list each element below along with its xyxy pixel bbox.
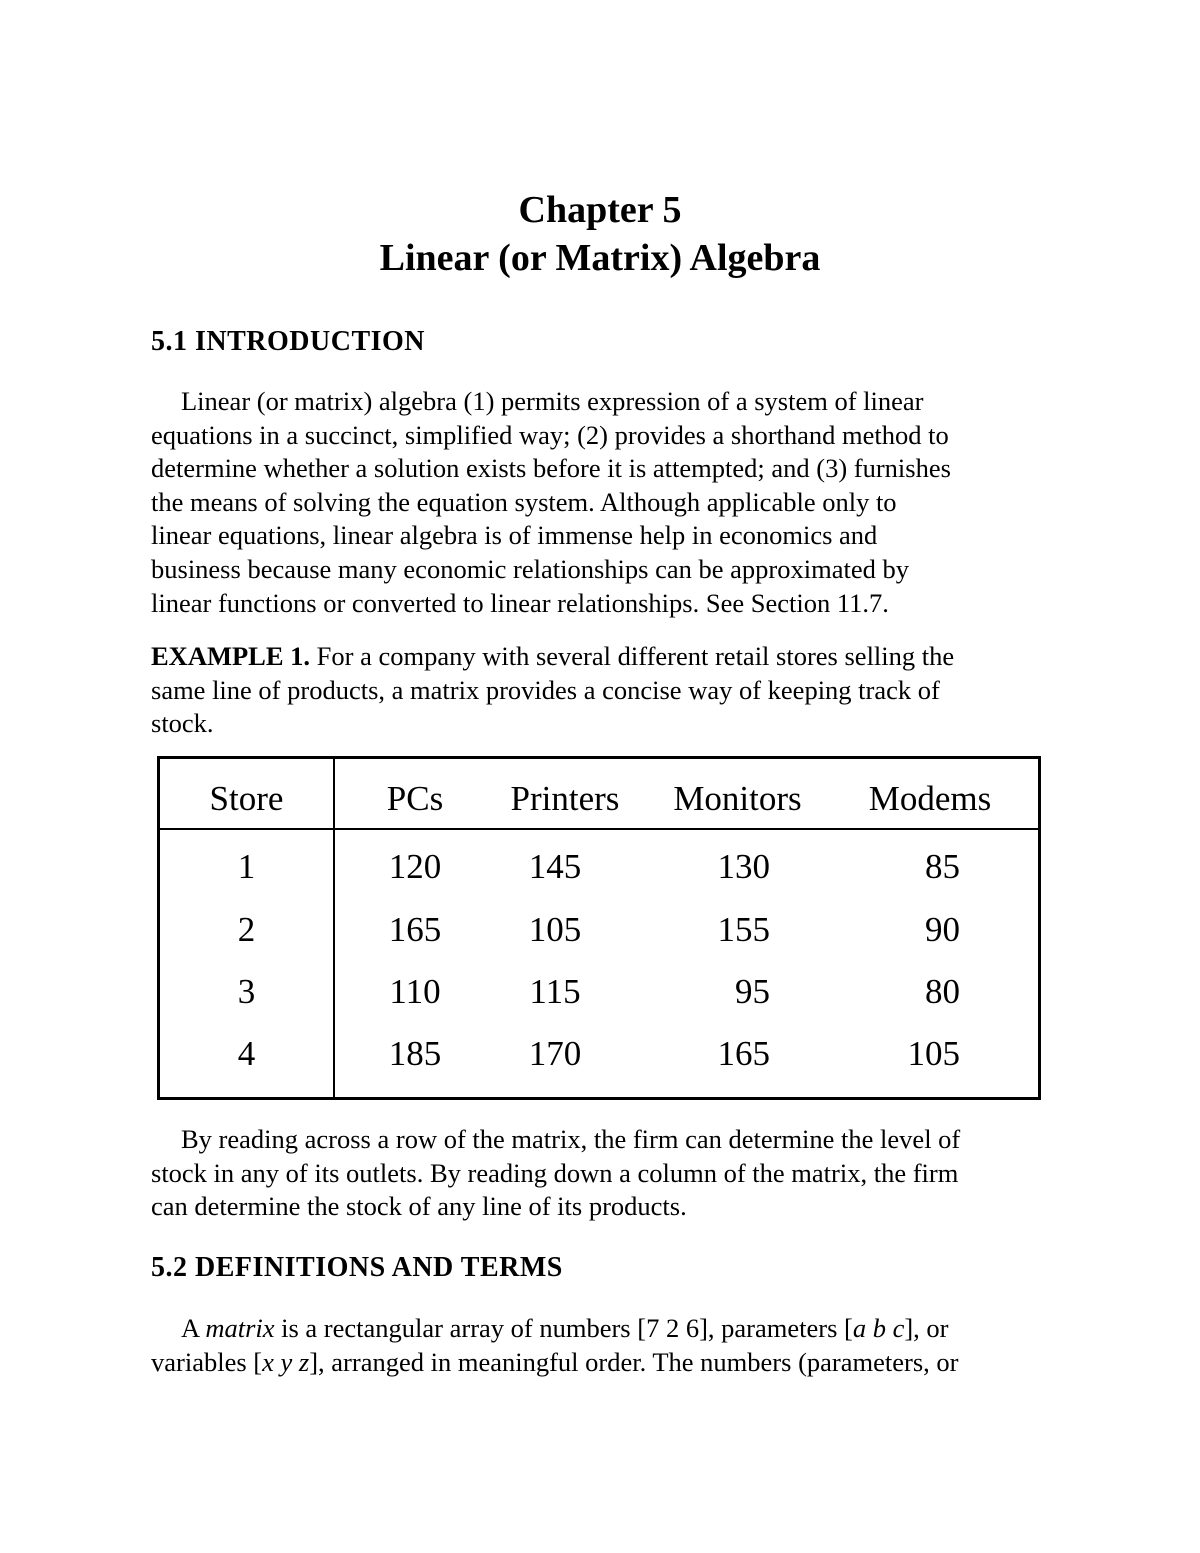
variables-example: x y z [262,1346,310,1377]
table-cell-modems: 105 [907,1034,960,1073]
paragraph-line: By reading across a row of the matrix, the firm can determine the level of [181,1124,961,1154]
table-cell-monitors: 155 [717,910,770,949]
table-cell-printers: 170 [528,1034,582,1073]
paragraph-line: stock in any of its outlets. By reading down a column of the matrix, the firm [151,1157,959,1188]
section-heading-introduction: 5.1 INTRODUCTION [151,326,426,357]
paragraph-line [151,1346,1051,1380]
table-cell-pcs: 110 [389,972,441,1011]
paragraph-line: stock. [151,708,214,739]
paragraph-line: linear equations, linear algebra is of immense help in economics and [151,520,878,551]
table-cell-monitors: 95 [735,972,770,1011]
table-cell-pcs: 120 [388,847,442,886]
paragraph-line [151,1312,1051,1346]
paragraph-line: the means of solving the equation system. Although applicable only to [151,486,897,517]
table-cell-printers: 105 [528,910,582,949]
paragraph-line [151,640,1051,674]
paragraph-line: equations in a succinct, simplified way; (2) provides a shorthand method to [151,419,949,450]
table-header-store: Store [209,779,284,818]
text-run: A [181,1313,206,1343]
table-cell-store: 1 [237,847,256,886]
table-cell-modems: 90 [925,910,960,949]
table-divider-horizontal [160,828,1038,830]
table-cell-pcs: 185 [388,1034,442,1073]
chapter-number: Chapter 5 [518,189,682,231]
paragraph-line: Linear (or matrix) algebra (1) permits expression of a system of linear [181,386,924,416]
paragraph-line: determine whether a solution exists before it is attempted; and (3) furnishes [151,453,951,484]
stock-table [157,756,1041,1100]
table-cell-monitors: 130 [717,847,770,886]
table-cell-store: 4 [237,1034,256,1073]
paragraph-line: linear functions or converted to linear relationships. See Section 11.7. [151,587,889,618]
paragraph-line: same line of products, a matrix provides a concise way of keeping track of [151,674,940,705]
intro-paragraph [151,385,1051,620]
paragraph-line: can determine the stock of any line of its products. [151,1191,687,1222]
table-cell-printers: 145 [528,847,582,886]
term-matrix: matrix [205,1313,275,1343]
paragraph-line: business because many economic relationships can be approximated by [151,553,909,584]
table-header-printers: Printers [510,779,620,818]
text-run: variables [ [151,1346,263,1377]
example-text: For a company with several different retail stores selling the [310,641,955,671]
table-cell-store: 2 [237,910,256,949]
text-run: ], arranged in meaningful order. The numbers (parameters, or [309,1346,959,1377]
params-example: a b c [852,1313,905,1343]
chapter-title [0,186,1200,282]
section-heading-definitions: 5.2 DEFINITIONS AND TERMS [151,1252,563,1283]
table-header-monitors: Monitors [673,779,802,818]
example-paragraph [151,640,1051,741]
table-cell-printers: 115 [529,972,581,1011]
definitions-paragraph [151,1312,1051,1379]
example-label: EXAMPLE 1. [151,641,310,671]
after-table-paragraph [151,1123,1051,1224]
table-header-pcs: PCs [386,779,444,818]
text-run: is a rectangular array of numbers [7 2 6], parameters [ [274,1313,853,1343]
table-cell-modems: 85 [925,847,960,886]
table-header-modems: Modems [868,779,992,818]
table-cell-modems: 80 [925,972,960,1011]
table-divider-vertical [333,759,335,1097]
chapter-subtitle: Linear (or Matrix) Algebra [379,237,821,279]
table-cell-store: 3 [237,972,256,1011]
table-cell-monitors: 165 [717,1034,770,1073]
table-cell-pcs: 165 [388,910,442,949]
text-run: ], or [904,1313,949,1343]
